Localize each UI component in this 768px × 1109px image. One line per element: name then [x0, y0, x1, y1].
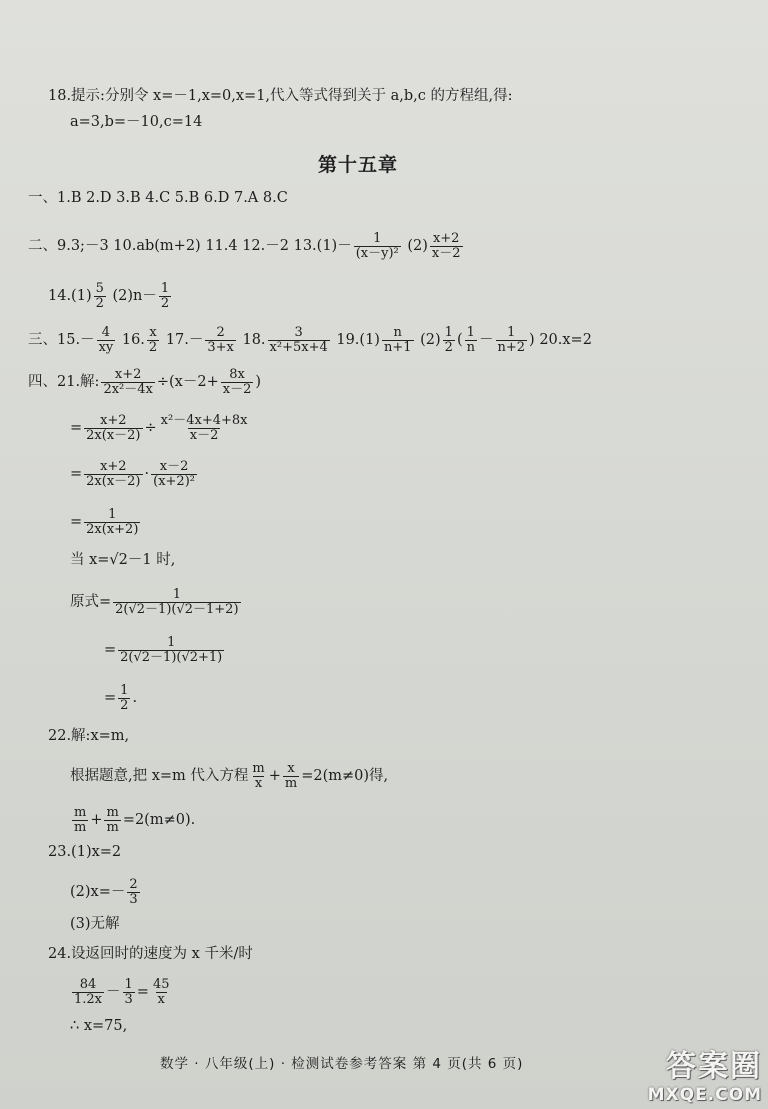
fraction: $\frac{x+2}{2x(x-2)}$ [86, 413, 141, 443]
fraction: $\frac{2}{3+x}$ [207, 325, 234, 355]
fraction: $\frac{x+2}{x-2}$ [431, 231, 461, 261]
fraction: $\frac{x}{m}$ [284, 761, 298, 791]
problem-14-answers: 14.(1) $\frac{5}{2}$ (2)n－ $\frac{1}{2}$ [48, 281, 170, 311]
problem-23-part-3: (3)无解 [70, 916, 120, 932]
fraction: $\frac{2}{3}$ [129, 877, 138, 907]
problem-22-line-2: 根据题意,把 x=m 代入方程 $\frac{m}{x}$ + $\frac{x}{m}$ =2(m≠0)得, [70, 761, 389, 791]
fraction: $\frac{x}{2}$ [148, 325, 158, 355]
problem-24-equation: $\frac{84}{1.2x}$ － $\frac{1}{3}$ = $\frac{45}{x}$ [74, 977, 170, 1007]
fraction: $\frac{4}{xy}$ [98, 325, 114, 355]
problem-23-part-2: (2)x=－ $\frac{2}{3}$ [70, 877, 138, 907]
problem-18-hint: 18.提示:分别令 x=－1,x=0,x=1,代入等式得到关于 a,b,c 的方程组,得: [48, 88, 513, 104]
fraction: $\frac{x+2}{2x(x-2)}$ [86, 459, 141, 489]
fraction: $\frac{1}{2}$ [120, 683, 129, 713]
fraction: $\frac{1}{\text{(x－y)²}}$ [355, 231, 399, 261]
fraction: $\frac{3}{\text{x²+5x+4}}$ [269, 325, 328, 355]
problem-23-part-1: 23.(1)x=2 [48, 844, 122, 860]
fraction: $\frac{1}{2x(x+2)}$ [86, 507, 139, 537]
chapter-title: 第十五章 [318, 154, 399, 176]
fraction: $\frac{m}{m}$ [106, 805, 119, 835]
section-2-answers: 二、9.3;－3 10.ab(m+2) 11.4 12.－2 13.(1)－ $\frac{1}{\text{(x－y)²}}$ (2) $\frac{x+2}{x-2}$ [28, 231, 461, 261]
problem-21-line-6: 原式= $\frac{1}{2(√2-1)(√2-1+2)}$ [70, 587, 239, 617]
fraction: $\frac{1}{2(√2-1)(√2+1)}$ [120, 635, 223, 665]
problem-21-line-4: = $\frac{1}{2x(x+2)}$ [70, 507, 139, 537]
problem-21-result: = $\frac{1}{2}$ . [104, 683, 138, 713]
problem-24-line-1: 24.设返回时的速度为 x 千米/时 [48, 946, 253, 962]
problem-21-substitution: 当 x=√2－1 时, [70, 552, 176, 568]
fraction: $\frac{\text{x²－4x+4+8x}}{x-2}$ [160, 413, 248, 443]
problem-22-line-1: 22.解:x=m, [48, 728, 130, 744]
problem-21-line-7: = $\frac{1}{2(√2-1)(√2+1)}$ [104, 635, 223, 665]
section-3-answers: 三、15.－ $\frac{4}{xy}$ 16. $\frac{x}{2}$ 17.－ $\frac{2}{3+x}$ 18. $\frac{3}{\text{x²+5x+4}}$ 19.(1) $\frac{n}{n+1}$ (2) $\frac{1}{2}$ ( $\frac{1}{n}$ － $\frac{1}{n+2}$ ) 20.x=2 [28, 325, 592, 355]
fraction: $\frac{1}{2(√2-1)(√2-1+2)}$ [115, 587, 239, 617]
fraction: $\frac{n}{n+1}$ [383, 325, 412, 355]
problem-21-line-2: = $\frac{x+2}{2x(x-2)}$ ÷ $\frac{\text{x²－4x+4+8x}}{x-2}$ [70, 413, 248, 443]
fraction: $\frac{x-2}{\text{(x+2)²}}$ [153, 459, 195, 489]
page-footer: 数学 · 八年级(上) · 检测试卷参考答案 第 4 页(共 6 页) [160, 1056, 524, 1072]
problem-21-line-3: = $\frac{x+2}{2x(x-2)}$ · $\frac{x-2}{\text{(x+2)²}}$ [70, 459, 195, 489]
fraction: $\frac{45}{x}$ [152, 977, 170, 1007]
fraction: $\frac{1}{2}$ [160, 281, 170, 311]
section-1-answers: 一、1.B 2.D 3.B 4.C 5.B 6.D 7.A 8.C [28, 190, 288, 206]
fraction: $\frac{8x}{x-2}$ [222, 367, 252, 397]
fraction: $\frac{5}{2}$ [95, 281, 104, 311]
problem-18-result: a=3,b=－10,c=14 [70, 114, 203, 130]
fraction: $\frac{1}{3}$ [124, 977, 133, 1007]
problem-21-line-1: 四、21.解: $\frac{x+2}{\text{2x²－4x}}$ ÷(x－2+ $\frac{8x}{x-2}$ ) [28, 367, 262, 397]
fraction: $\frac{x+2}{\text{2x²－4x}}$ [103, 367, 153, 397]
watermark-logo: 答案圈 MXQE.COM [647, 1049, 762, 1105]
problem-22-line-3: $\frac{m}{m}$ + $\frac{m}{m}$ =2(m≠0). [74, 805, 196, 835]
fraction: $\frac{1}{n+2}$ [497, 325, 526, 355]
fraction: $\frac{1}{n}$ [466, 325, 475, 355]
fraction: $\frac{m}{m}$ [74, 805, 87, 835]
fraction: $\frac{1}{2}$ [444, 325, 453, 355]
fraction: $\frac{84}{1.2x}$ [74, 977, 103, 1007]
problem-24-result: ∴ x=75, [70, 1018, 128, 1034]
fraction: $\frac{m}{x}$ [252, 761, 265, 791]
